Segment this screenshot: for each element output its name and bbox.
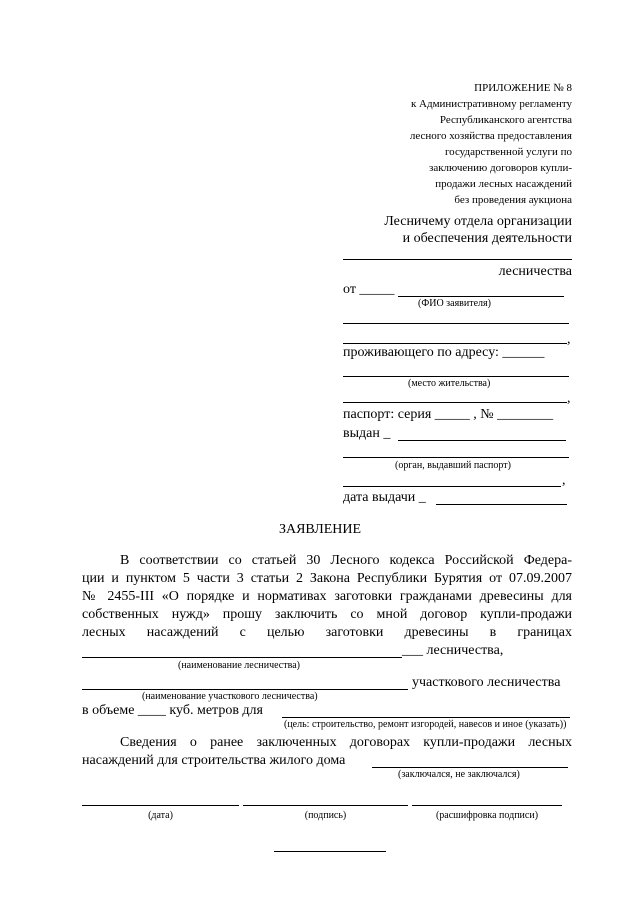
district-hint: (наименование участкового лесничества): [142, 691, 318, 702]
date-line: [82, 805, 239, 806]
residence-line: [343, 376, 569, 377]
body-line: № 2455-III «О порядке и нормативах заготовки гражданами древесины для: [82, 589, 572, 604]
residence-hint: (место жительства): [408, 378, 491, 389]
issued-line: [398, 440, 566, 441]
appendix-line: заключению договоров купли-: [428, 162, 572, 174]
document-title: ЗАЯВЛЕНИЕ: [278, 522, 362, 537]
appendix-line: к Административному регламенту: [410, 98, 572, 110]
signature-hint: (подпись): [304, 810, 347, 821]
appendix-header: [410, 80, 572, 208]
purpose-line: [282, 717, 570, 718]
forestry-label: лесничества: [498, 264, 572, 279]
blank-line: [343, 259, 572, 260]
fio-line: [398, 296, 564, 297]
decode-hint: (расшифровка подписи): [435, 810, 539, 821]
appendix-line: без проведения аукциона: [454, 194, 572, 206]
addressee-line-2: и обеспечения деятельности: [402, 231, 572, 246]
comma: ,: [567, 332, 571, 347]
blank-line: [343, 486, 561, 487]
comma: ,: [567, 391, 571, 406]
body-line: В соответствии со статьей 30 Лесного кодекса Российской Федера-: [120, 553, 572, 568]
blank-line: [343, 343, 567, 344]
body-line: ции и пунктом 5 части 3 статьи 2 Закона Республики Бурятия от 07.09.2007: [82, 571, 572, 586]
appendix-line: государственной услуги по: [444, 146, 572, 158]
residing-label: проживающего по адресу: ______: [343, 345, 545, 360]
from-label: от _____: [343, 282, 395, 297]
issue-date-label: дата выдачи _: [343, 490, 426, 505]
appendix-line: продажи лесных насаждений: [435, 178, 572, 190]
issue-date-line: [436, 504, 567, 505]
footer-divider: [274, 851, 386, 852]
purpose-hint: (цель: строительство, ремонт изгородей, навесов и иное (указать)): [284, 719, 567, 730]
issuer-line: [343, 457, 569, 458]
date-hint: (дата): [148, 810, 173, 821]
addressee-line-1: Лесничему отдела организации: [384, 214, 572, 229]
body-line: собственных нужд» прошу заключить со мной договор купли-продажи: [82, 607, 572, 622]
issued-label: выдан _: [343, 426, 391, 441]
forestry-name-line: [82, 657, 402, 658]
decode-line: [412, 805, 562, 806]
appendix-line: Республиканского агентства: [439, 114, 572, 126]
blank-line: [343, 402, 567, 403]
forestry-suffix: ___ лесничества,: [402, 643, 504, 658]
fio-hint: (ФИО заявителя): [418, 298, 491, 309]
passport-label: паспорт: серия _____ , № ________: [343, 407, 554, 422]
district-suffix: участкового лесничества: [412, 675, 561, 690]
volume-label: в объеме ____ куб. метров для: [82, 703, 263, 718]
forestry-hint: (наименование лесничества): [178, 660, 300, 671]
signature-line: [243, 805, 408, 806]
district-name-line: [82, 689, 408, 690]
appendix-line: лесного хозяйства предоставления: [409, 130, 572, 142]
body-line: Сведения о ранее заключенных договорах купли-продажи лесных: [120, 735, 572, 750]
contract-line: [372, 767, 568, 768]
appendix-line: ПРИЛОЖЕНИЕ № 8: [474, 82, 572, 94]
body-line: лесных насаждений с целью заготовки древесины в границах: [82, 625, 572, 640]
issuer-hint: (орган, выдавший паспорт): [395, 460, 511, 471]
blank-line: [343, 323, 569, 324]
body-line: насаждений для строительства жилого дома: [82, 753, 346, 768]
comma: ,: [562, 473, 566, 488]
contract-hint: (заключался, не заключался): [398, 769, 520, 780]
